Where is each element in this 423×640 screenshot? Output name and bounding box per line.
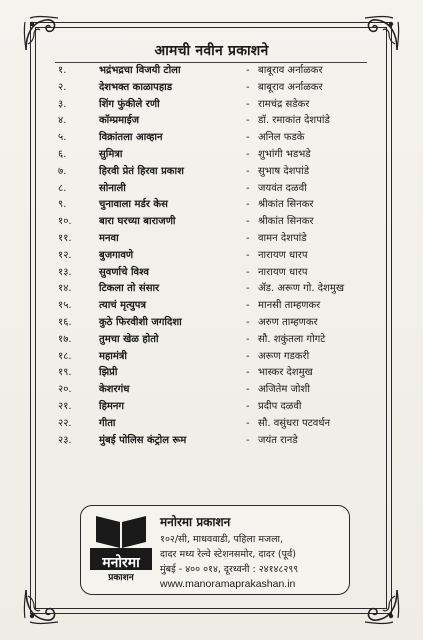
book-author: शुभांगी भडभडे [258, 148, 311, 160]
book-row [0, 248, 423, 265]
book-number: ४. [58, 115, 67, 127]
separator-dash: - [246, 65, 250, 76]
book-row [0, 399, 423, 416]
separator-dash: - [246, 98, 250, 110]
book-title: हिरवी प्रेतं हिरवा प्रकाश [99, 165, 184, 177]
book-number: १६. [58, 316, 72, 328]
book-author: बाबूराव अर्नाळकर [258, 65, 323, 76]
book-author: डॉ. रमाकांत देशपांडे [258, 115, 330, 127]
separator-dash: - [246, 400, 250, 412]
book-author: अजितेम जोशी [258, 384, 310, 396]
book-row [0, 433, 423, 450]
publisher-address-line-2: दादर मध्य रेल्वे स्टेशनसमोर, दादर (पूर्व) [160, 549, 296, 560]
separator-dash: - [246, 148, 250, 160]
book-row [0, 416, 423, 433]
book-row [0, 97, 423, 114]
book-title: बुजगावणे [99, 249, 134, 261]
separator-dash: - [246, 300, 250, 312]
book-row [0, 113, 423, 130]
book-number: १२. [58, 249, 72, 261]
separator-dash: - [246, 249, 250, 261]
book-author: श्रीकांत सिनकर [258, 199, 314, 211]
book-number: ६. [58, 148, 67, 160]
book-title: सोनाली [99, 182, 126, 194]
separator-dash: - [246, 81, 250, 93]
book-row [0, 298, 423, 315]
book-author: प्रदीप दळवी [258, 400, 302, 412]
book-author: मानसी ताम्हणकर [258, 300, 321, 312]
book-row [0, 147, 423, 164]
book-number: ३. [58, 98, 67, 110]
book-number: १९. [58, 367, 72, 379]
book-row [0, 164, 423, 181]
book-row [0, 281, 423, 298]
book-author: जयवंत दळवी [258, 182, 307, 194]
book-author: सौ. वसुंधरा पटवर्धन [258, 417, 331, 429]
book-title: देशभक्त काळापहाड [99, 81, 173, 93]
separator-dash: - [246, 132, 250, 144]
book-title: झिप्री [99, 367, 118, 379]
book-title: विक्रांतला आव्हान [99, 132, 163, 144]
book-author: अनिल फडके [258, 132, 305, 144]
book-title: चुनावाला मर्डर केस [99, 199, 168, 211]
separator-dash: - [246, 266, 250, 278]
book-author: श्रीकांत सिनकर [258, 216, 314, 228]
separator-dash: - [246, 350, 250, 362]
book-author: नारायण धारप [258, 249, 308, 261]
book-row [0, 349, 423, 366]
publisher-address-line-1: १०२/सी, माधववाडी, पहिला मजला, [160, 534, 284, 545]
book-author: नारायण धारप [258, 266, 308, 278]
book-title: भद्रंभद्रचा विजयी टोला [99, 65, 181, 76]
book-row [0, 181, 423, 198]
book-number: २१. [58, 400, 72, 412]
book-title: सुमित्रा [99, 148, 123, 160]
separator-dash: - [246, 182, 250, 194]
logo-wordmark: मनोरमा [102, 555, 140, 571]
book-author: भास्कर देशमुख [258, 367, 313, 379]
book-title: शिंग फुंकीले रणी [99, 98, 160, 110]
logo-subtitle: प्रकाशन [108, 573, 134, 583]
separator-dash: - [246, 333, 250, 345]
separator-dash: - [246, 232, 250, 244]
publisher-address-line-3: मुंबई - ४०० ०१४, दूरध्वनी : २४१४८२९९ [160, 564, 299, 575]
separator-dash: - [246, 316, 250, 328]
book-title: मनवा [99, 232, 119, 244]
page-heading: आमची नवीन प्रकाशने [154, 43, 269, 59]
separator-dash: - [246, 384, 250, 396]
book-title: बारा घरच्या बाराजणी [99, 216, 176, 228]
corner-ornament-bottom-left [22, 586, 62, 626]
book-author: ॲड. अरूण गो. देशमुख [258, 283, 345, 295]
book-number: २२. [58, 417, 72, 429]
book-author: बाबूराव अर्नाळकर [258, 81, 323, 93]
book-row [0, 332, 423, 349]
book-title: केशरगंध [99, 384, 130, 396]
book-row [0, 382, 423, 399]
book-row [0, 130, 423, 147]
separator-dash: - [246, 434, 250, 446]
book-title: महामंत्री [99, 350, 127, 362]
publisher-website[interactable]: www.manoramaprakashan.in [160, 578, 296, 590]
separator-dash: - [246, 165, 250, 177]
book-number: ८. [58, 182, 67, 194]
separator-dash: - [246, 199, 250, 211]
book-title: मुंबई पोलिस कंट्रोल रूम [99, 434, 187, 446]
book-number: १. [58, 65, 67, 76]
book-title: सुवर्णाचे विश्व [99, 266, 149, 278]
book-title: त्याचं मृत्युपत्र [99, 300, 147, 312]
book-row [0, 80, 423, 97]
book-title: हिमनग [99, 400, 125, 412]
book-list [0, 63, 423, 449]
book-row [0, 315, 423, 332]
book-number: १८. [58, 350, 72, 362]
book-title: तुमचा खेळ होतो [99, 333, 159, 345]
book-author: सौ. शकुंतला गोगटे [258, 333, 326, 345]
separator-dash: - [246, 283, 250, 295]
separator-dash: - [246, 115, 250, 127]
book-number: १०. [58, 216, 72, 228]
book-author: अरूण गडकरी [258, 350, 310, 362]
separator-dash: - [246, 417, 250, 429]
book-number: ९. [58, 199, 67, 211]
book-title: गीता [99, 417, 116, 429]
book-number: १३. [58, 266, 72, 278]
book-number: २०. [58, 384, 72, 396]
book-row [0, 365, 423, 382]
separator-dash: - [246, 367, 250, 379]
book-row [0, 231, 423, 248]
book-number: १७. [58, 333, 72, 345]
book-number: २३. [58, 434, 72, 446]
book-author: जयंत रानडे [258, 434, 298, 446]
book-row [0, 265, 423, 282]
book-number: ७. [58, 165, 67, 177]
book-row [0, 214, 423, 231]
book-number: १५. [58, 300, 72, 312]
book-title: टिकला तो संसार [99, 283, 160, 295]
book-author: सुभाष देशपांडे [258, 165, 310, 177]
book-author: रामचंद्र सडेकर [258, 98, 310, 110]
book-row [0, 197, 423, 214]
book-number: २. [58, 81, 67, 93]
book-number: ५. [58, 132, 67, 144]
corner-ornament-bottom-right [361, 586, 401, 626]
publisher-name: मनोरमा प्रकाशन [160, 515, 231, 529]
book-author: वामन देशपांडे [258, 232, 307, 244]
book-title: कुठे फिरवीशी जगदिशा [99, 316, 182, 328]
book-author: अरुण ताम्हणकर [258, 316, 318, 328]
separator-dash: - [246, 216, 250, 228]
book-row [0, 63, 423, 80]
book-number: १४. [58, 283, 72, 295]
book-title: कॉम्प्रमाईज [99, 115, 140, 127]
book-number: ११. [58, 232, 72, 244]
